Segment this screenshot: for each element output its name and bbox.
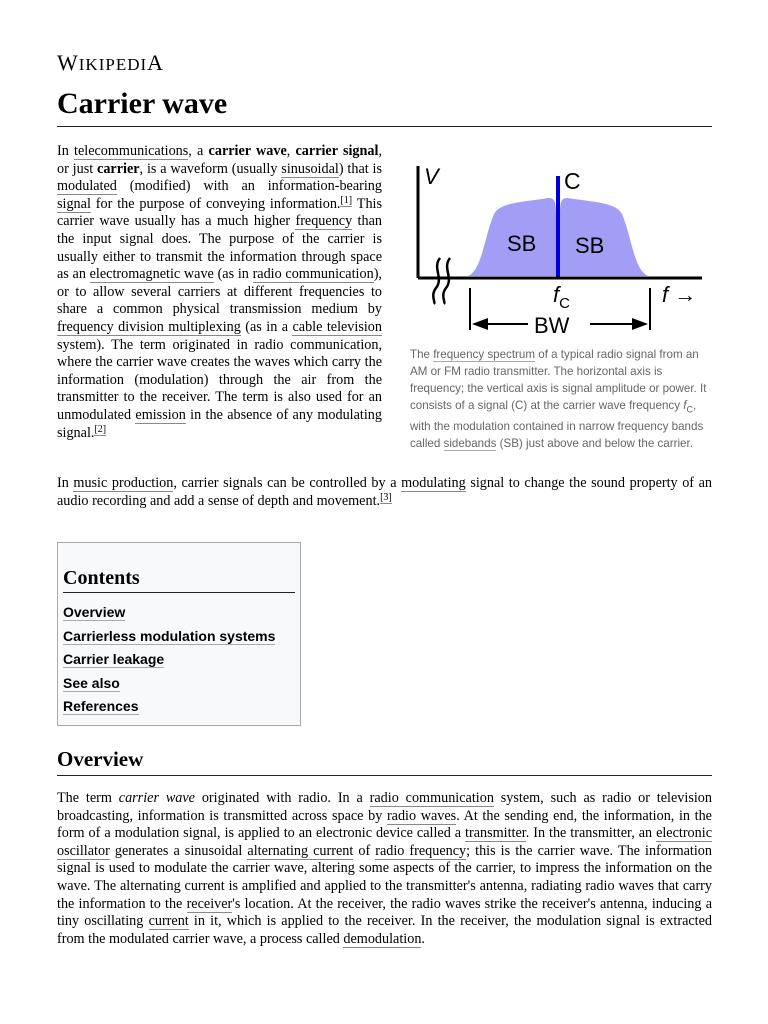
link-frequency[interactable]: frequency [295, 213, 353, 230]
reference-3[interactable]: [3] [380, 491, 392, 503]
carrier-frequency-subscript: C [559, 295, 570, 312]
logo-letter: A [147, 50, 165, 75]
reference-1[interactable]: [1] [340, 194, 353, 206]
link-signal[interactable]: signal [57, 195, 91, 212]
link-current[interactable]: current [148, 913, 189, 930]
music-production-paragraph: In music production, carrier signals can be controlled by a modulating signal to change the sound property of an audio recording and add a sense of depth and movement.[3] [57, 475, 713, 509]
overview-paragraph: The term carrier wave originated with radio. In a radio communication system, such as radio or television broadcasting, information is transmitted across space by radio waves. At the sending end, the information, in the form of a modulation signal, is applied to an electronic device called a transmitter. In the transmitter, an electronic oscillator generates a sinusoidal alternating current of radio frequency; this is the carrier wave. The information signal is used to modulate the carrier wave, altering some aspects of the carrier, to impress the information on the wave. The alternating current is amplified and applied to the transmitter's antenna, radiating radio waves that carry the information to the receiver's location. At the receiver, the radio waves strike the receiver's antenna, inducing a tiny oscillating current in it, which is applied to the receiver. In the receiver, the modulation signal is extracted from the modulated carrier wave, a process called demodulation. [57, 790, 712, 947]
sideband-left-label: SB [507, 231, 537, 256]
link-radio-communication-2[interactable]: radio communication [369, 790, 494, 806]
reference-2[interactable]: [2] [94, 423, 107, 435]
axis-label-v: V [424, 164, 439, 189]
link-sinusoidal[interactable]: sinusoidal [281, 160, 339, 177]
axis-break-icon [433, 258, 450, 304]
intro-paragraph: In telecommunications, a carrier wave, carrier signal, or just carrier, is a waveform (usually sinusoidal) that is modulated (modified) with an information-bearing signal for the purpose of conveying information.[1] This carrier wave usually has a much higher frequency than the input signal does. The purpose of the carrier is usually either to transmit the information through space as an electromagnetic wave (as in radio communication), or to allow several carriers at different frequencies to share a common physical transmission medium by frequency division multiplexing (as in a cable television system). The term originated in radio communication, where the carrier wave creates the waves which carry the information (modulation) through the air from the transmitter to the receiver. The term is also used for an unmodulated emission in the absence of any modulating signal.[2] [57, 143, 382, 441]
toc-item-overview[interactable]: Overview [63, 604, 126, 620]
link-telecommunications[interactable]: telecommunications [74, 143, 189, 159]
toc-item-references[interactable]: References [63, 698, 139, 714]
bandwidth-label: BW [534, 313, 570, 338]
logo-letters: IKIPEDI [78, 55, 148, 74]
link-electromagnetic-wave[interactable]: electromagnetic wave [89, 266, 214, 283]
link-emission[interactable]: emission [135, 406, 186, 423]
link-receiver[interactable]: receiver [186, 895, 233, 912]
table-of-contents [57, 542, 301, 726]
frequency-spectrum-diagram[interactable] [410, 158, 710, 338]
link-radio-frequency[interactable]: radio frequency [375, 842, 467, 859]
link-frequency-division-multiplexing[interactable]: frequency division multiplexing [57, 318, 241, 335]
link-radio-waves[interactable]: radio waves [386, 807, 457, 824]
link-modulating[interactable]: modulating [401, 475, 466, 491]
toc-item-see-also[interactable]: See also [63, 675, 120, 691]
link-sidebands[interactable]: sidebands [443, 437, 497, 451]
link-cable-television[interactable]: cable television [292, 318, 382, 335]
link-modulated[interactable]: modulated [57, 178, 117, 195]
link-radio-communication[interactable]: radio communication [252, 266, 374, 283]
logo-letter: W [57, 50, 79, 75]
toc-item-carrier-leakage[interactable]: Carrier leakage [63, 651, 165, 667]
carrier-frequency-label: $f_C$ [553, 282, 570, 312]
carrier-label: C [564, 168, 581, 194]
section-heading-overview: Overview [57, 746, 712, 776]
wikipedia-logo[interactable] [57, 50, 164, 76]
page-title: Carrier wave [57, 84, 712, 127]
toc-title: Contents [63, 567, 295, 593]
toc-item-carrierless-modulation-systems[interactable]: Carrierless modulation systems [63, 628, 276, 644]
link-alternating-current[interactable]: alternating current [247, 842, 354, 859]
bw-left-arrowhead [472, 318, 488, 330]
link-transmitter[interactable]: transmitter [465, 825, 526, 842]
spectrum-figure [410, 158, 712, 452]
link-demodulation[interactable]: demodulation [343, 930, 422, 947]
figure-caption: The frequency spectrum of a typical radio signal from an AM or FM radio transmitter. The horizontal axis is frequency; the vertical axis is signal amplitude or power. It consists of a signal (C) at the carrier wave frequency $f_C$, with the modulation contained in narrow frequency bands called sidebands (SB) just above and below the carrier. [410, 348, 707, 451]
link-electronic-oscillator[interactable]: electronic oscillator [57, 825, 712, 859]
bw-right-arrowhead [632, 318, 648, 330]
link-frequency-spectrum[interactable]: frequency spectrum [433, 348, 536, 361]
frequency-axis-label: f → [662, 282, 697, 307]
sideband-right-label: SB [575, 233, 605, 258]
link-music-production[interactable]: music production [73, 475, 174, 491]
